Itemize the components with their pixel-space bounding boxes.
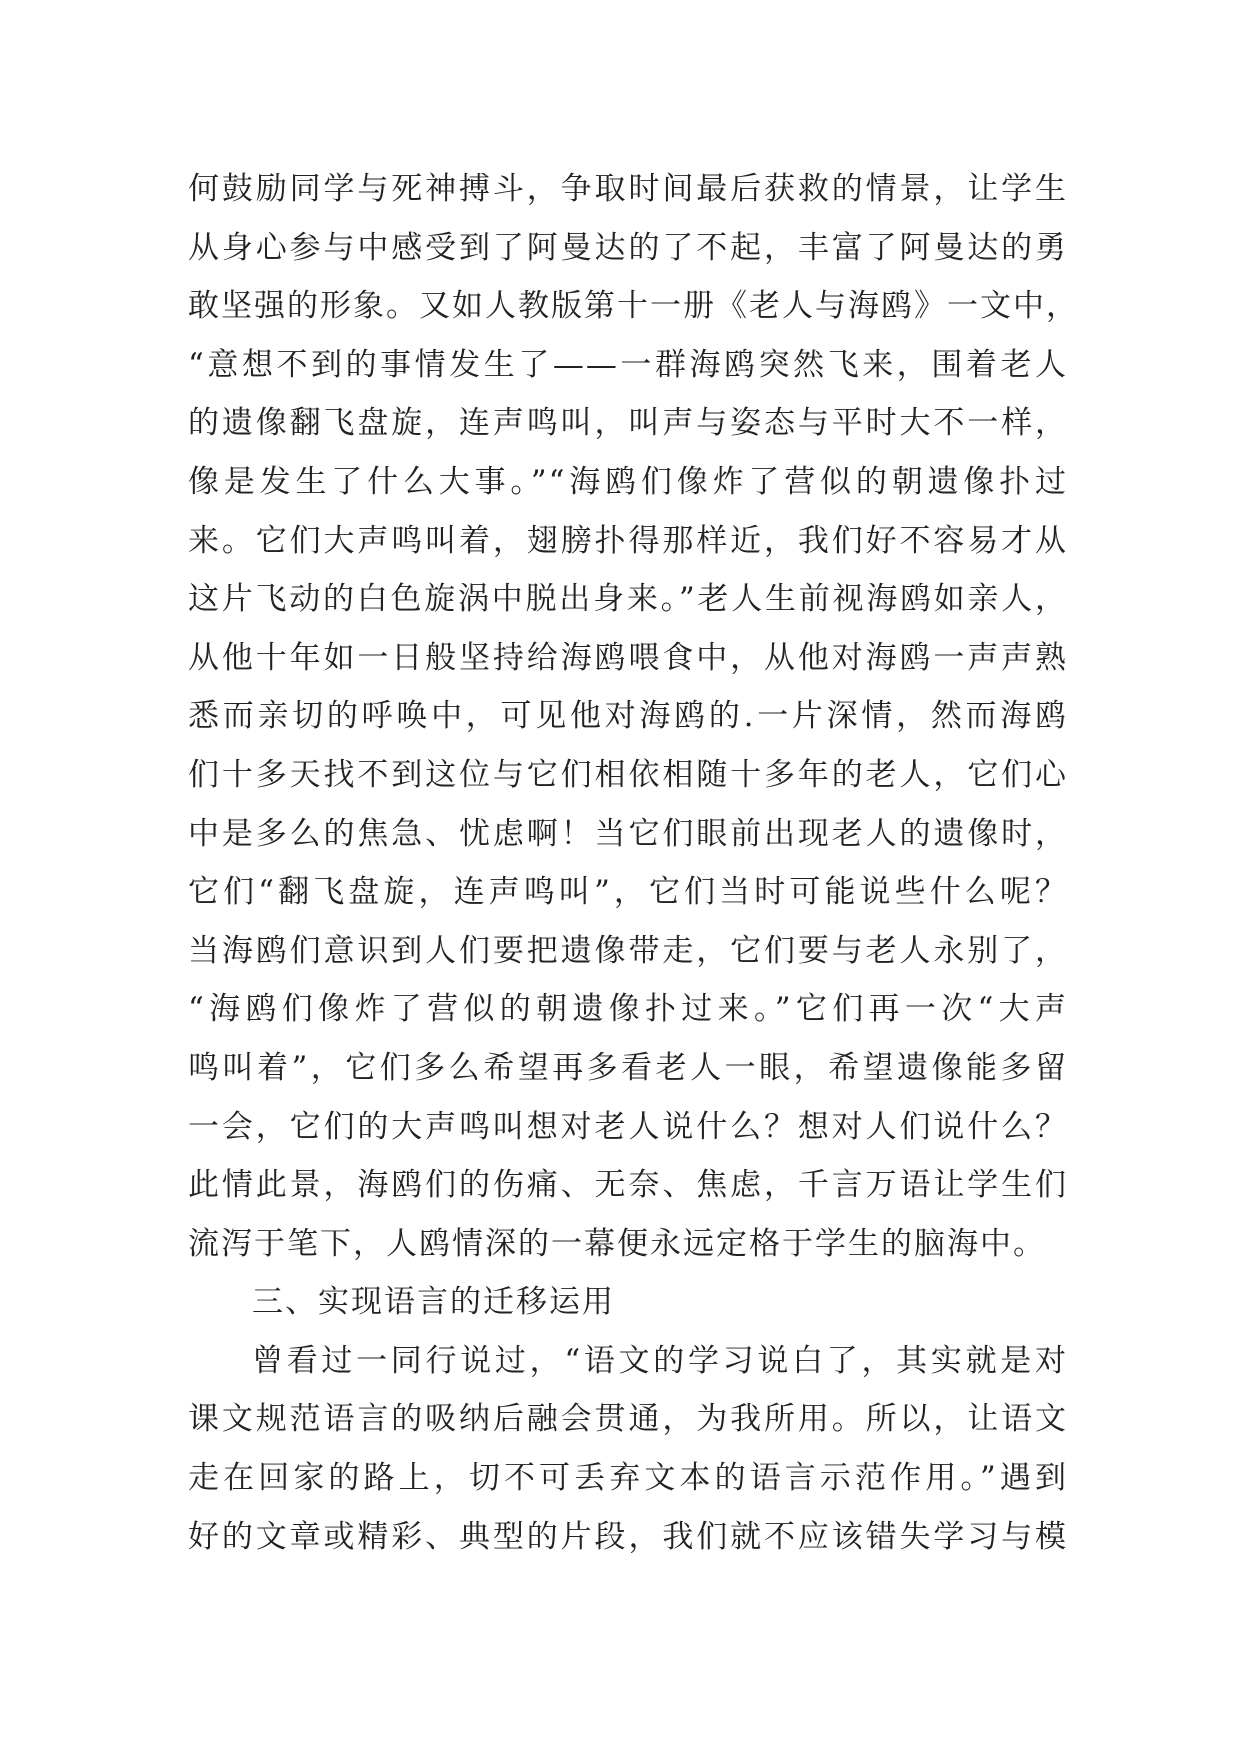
document-body: [188, 160, 1079, 1566]
paragraph-line: 像是发生了什么大事。”“海鸥们像炸了营似的朝遗像扑过: [188, 463, 1068, 500]
paragraph-line: 从身心参与中感受到了阿曼达的了不起，丰富了阿曼达的勇: [188, 229, 1068, 266]
paragraph-line: 流泻于笔下，人鸥情深的一幕便永远定格于学生的脑海中。: [188, 1225, 1046, 1262]
paragraph-line: “意想不到的事情发生了——一群海鸥突然飞来，围着老人: [188, 346, 1068, 383]
paragraph-line: “海鸥们像炸了营似的朝遗像扑过来。”它们再一次“大声: [188, 991, 1068, 1028]
paragraph-line: 的遗像翻飞盘旋，连声鸣叫，叫声与姿态与平时大不一样，: [188, 405, 1068, 442]
paragraph-line: 悉而亲切的呼唤中，可见他对海鸥的.一片深情，然而海鸥: [188, 698, 1068, 735]
paragraph-line: 这片飞动的白色旋涡中脱出身来。”老人生前视海鸥如亲人，: [188, 581, 1068, 618]
paragraph-line: 此情此景，海鸥们的伤痛、无奈、焦虑，千言万语让学生们: [188, 1167, 1068, 1204]
paragraph-line: 走在回家的路上，切不可丢弃文本的语言示范作用。”遇到: [188, 1460, 1068, 1497]
paragraph-line: 课文规范语言的吸纳后融会贯通，为我所用。所以，让语文: [188, 1401, 1068, 1438]
paragraph-line: 它们“翻飞盘旋，连声鸣叫”，它们当时可能说些什么呢？: [188, 874, 1068, 911]
paragraph-line: 好的文章或精彩、典型的片段，我们就不应该错失学习与模: [188, 1518, 1068, 1555]
paragraph-line: 来。它们大声鸣叫着，翅膀扑得那样近，我们好不容易才从: [188, 522, 1068, 559]
section-heading: 三、实现语言的迁移运用: [252, 1284, 615, 1321]
paragraph-line: 们十多天找不到这位与它们相依相随十多年的老人，它们心: [188, 756, 1068, 793]
paragraph-line: 当海鸥们意识到人们要把遗像带走，它们要与老人永别了，: [188, 932, 1068, 969]
paragraph-line: 中是多么的焦急、忧虑啊！当它们眼前出现老人的遗像时，: [188, 815, 1068, 852]
paragraph-line: 从他十年如一日般坚持给海鸥喂食中，从他对海鸥一声声熟: [188, 639, 1068, 676]
paragraph-line: 一会，它们的大声鸣叫想对老人说什么？想对人们说什么？: [188, 1108, 1068, 1145]
paragraph-line: 鸣叫着”，它们多么希望再多看老人一眼，希望遗像能多留: [188, 1049, 1068, 1086]
paragraph-line: 何鼓励同学与死神搏斗，争取时间最后获救的情景，让学生: [188, 171, 1068, 207]
paragraph-line: 敢坚强的形象。又如人教版第十一册《老人与海鸥》一文中，: [188, 288, 1079, 325]
paragraph-line: 曾看过一同行说过，“语文的学习说白了，其实就是对: [252, 1342, 1068, 1379]
